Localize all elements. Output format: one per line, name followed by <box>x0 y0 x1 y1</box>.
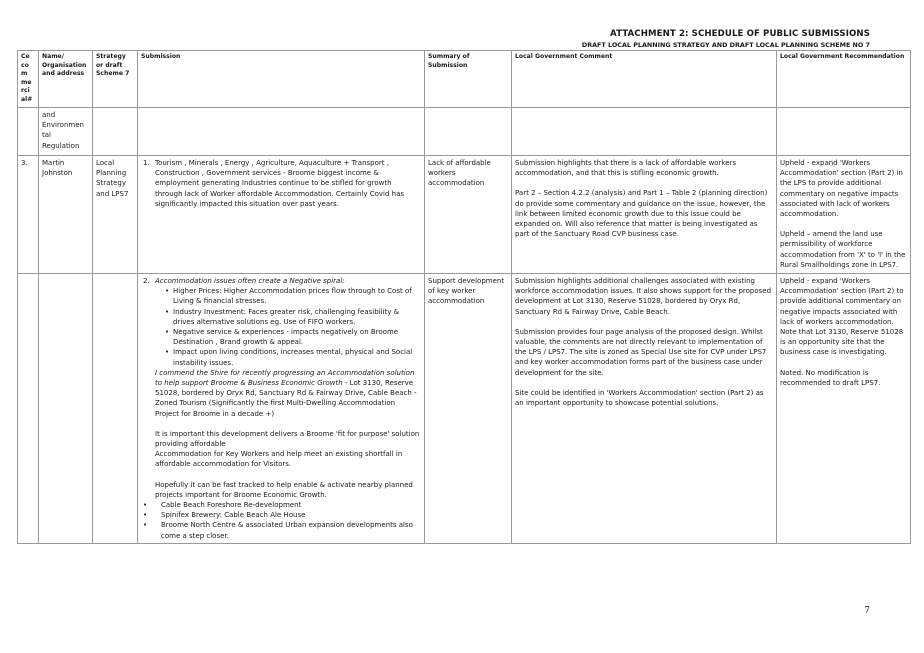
col-header-commercial: Ce co m me rci al# <box>18 51 39 108</box>
col-header-summary: Summary of Submission <box>425 51 512 108</box>
document-subtitle: DRAFT LOCAL PLANNING STRATEGY AND DRAFT LOCAL PLANNING SCHEME NO 7 <box>581 41 870 49</box>
strategy-cell: Local Planning Strategy and LPS7 <box>93 156 138 274</box>
list-item: • Broome North Centre & associated Urban expansion developments also come a step closer. <box>141 520 421 540</box>
table-row <box>18 156 911 274</box>
submissions-table <box>17 50 911 544</box>
table-row <box>18 274 911 544</box>
submission-cell: 2. Accommodation issues often create a Negative spiral: • Higher Prices: Higher Accommodation prices flow through to Cost of Living & financial stresses. • Industry Investment: Faces greater risk, challenging feasibility & drives alternative solutions eg. Use of FIFO workers. • Negative service & experiences - impacts negatively on Broome Destination , Brand growth & appeal. • Impact upon living conditions, increases mental, physical and Social instability issues. I commend the Shire for recently progressing an Accommodation solution to help support Broome & Business Economic Growth - Lot 3130, Reserve 51028, bordered by Oryx Rd, Sanctuary Rd & Fairway Drive, Cable Beach - Zoned Tourism (Significantly the first Multi-Dwelling Accommodation Project for Broome in a decade +) It is important this development delivers a Broome 'fit for purpose' solution providing affordable Accommodation for Key Workers and help meet an existing shortfall in affordable accommodation for Visitors. Hopefully it can be fast tracked to help enable & activate nearby planned projects important for Broome Economic Growth. • Cable Beach Foreshore Re-development • Spinifex Brewery: Cable Beach Ale House • Broome North Centre & associated Urban expansion developments also come a step closer. <box>138 274 425 544</box>
col-header-name: Name/ Organisation and address <box>39 51 93 108</box>
table-row <box>18 108 911 156</box>
lg-recommendation-cell: Upheld - expand 'Workers Accommodation' section (Part 2) in the LPS to provide additional commentary on negative impacts associated with lack of workers accommodation. Upheld – amend the land use permissibility of workforce accommodation from 'X' to 'I' in the Rural Smallholdings zone in LPS7. <box>777 156 911 274</box>
lg-comment-cell: Submission highlights additional challenges associated with existing workforce accommodation issues. It also shows support for the proposed development at Lot 3130, Reserve 51028, bordered by Oryx Rd, Sanctuary Rd & Fairway Drive, Cable Beach. Submission provides four page analysis of the proposed design. Whilst valuable, the comments are not directly relevant to implementation of the LPS / LPS7. The site is zoned as Special Use site for CVP under LPS7 and key worker accommodation forms part of the business case under development for the site. Site could be identified in 'Workers Accommodation' section (Part 2) as an important opportunity to showcase potential solutions. <box>512 274 777 544</box>
list-item: • Industry Investment: Faces greater risk, challenging feasibility & drives alternative solutions eg. Use of FIFO workers. <box>165 307 421 327</box>
list-item: • Negative service & experiences - impacts negatively on Broome Destination , Brand growth & appeal. <box>165 327 421 347</box>
submission-text: Tourism , Minerals , Energy , Agriculture, Aquaculture + Transport , Construction , Government services - Broome biggest income & employment generating Industries continue to be stifled for growth through lack of Worker affordable Accommodation. Certainly Covid has significantly impacted this situation over past years. <box>155 159 405 208</box>
list-item: • Spinifex Brewery: Cable Beach Ale House <box>141 510 421 520</box>
submission-number: 3. <box>18 156 39 274</box>
planned-projects-list <box>141 500 421 541</box>
table-header-row <box>18 51 911 108</box>
summary-cell: Lack of affordable workers accommodation <box>425 156 512 274</box>
col-header-lg-comment: Local Government Comment <box>512 51 777 108</box>
page-number: 7 <box>864 606 870 616</box>
submission-cell: 1. Tourism , Minerals , Energy , Agriculture, Aquaculture + Transport , Construction , Government services - Broome biggest income & employment generating Industries continue to be stifled for growth through lack of Worker affordable Accommodation. Certainly Covid has significantly impacted this situation over past years. <box>138 156 425 274</box>
list-item: • Impact upon living conditions, increases mental, physical and Social instability issues. <box>165 347 421 367</box>
list-item: • Higher Prices: Higher Accommodation prices flow through to Cost of Living & financial stresses. <box>165 286 421 306</box>
submitter-name-cell: and Environmen tal Regulation <box>39 108 93 156</box>
submitter-name-cell: Martin Johnston <box>39 156 93 274</box>
document-title: ATTACHMENT 2: SCHEDULE OF PUBLIC SUBMISSIONS <box>610 29 870 39</box>
lg-comment-cell: Submission highlights that there is a lack of affordable workers accommodation, and that this is stifling economic growth. Part 2 – Section 4.2.2 (analysis) and Part 1 – Table 2 (planning direction) do provide some commentary and guidance on the issue, however, the link between limited economic growth due to this issue could be expanded on. Will also reference that matter is being investigated as part of the Sanctuary Road CVP business case. <box>512 156 777 274</box>
lg-recommendation-cell: Upheld - expand 'Workers Accommodation' section (Part 2) to provide additional commentary on negative impacts associated with lack of workers accommodation. Note that Lot 3130, Reserve 51028 is an opportunity site that the business case is investigating. Noted. No modification is recommended to draft LPS7. <box>777 274 911 544</box>
col-header-strategy: Strategy or draft Scheme 7 <box>93 51 138 108</box>
col-header-lg-recommendation: Local Government Recommendation <box>777 51 911 108</box>
summary-cell: Support development of key worker accommodation <box>425 274 512 544</box>
col-header-submission: Submission <box>138 51 425 108</box>
negative-spiral-list <box>155 286 421 368</box>
list-item: • Cable Beach Foreshore Re-development <box>141 500 421 510</box>
